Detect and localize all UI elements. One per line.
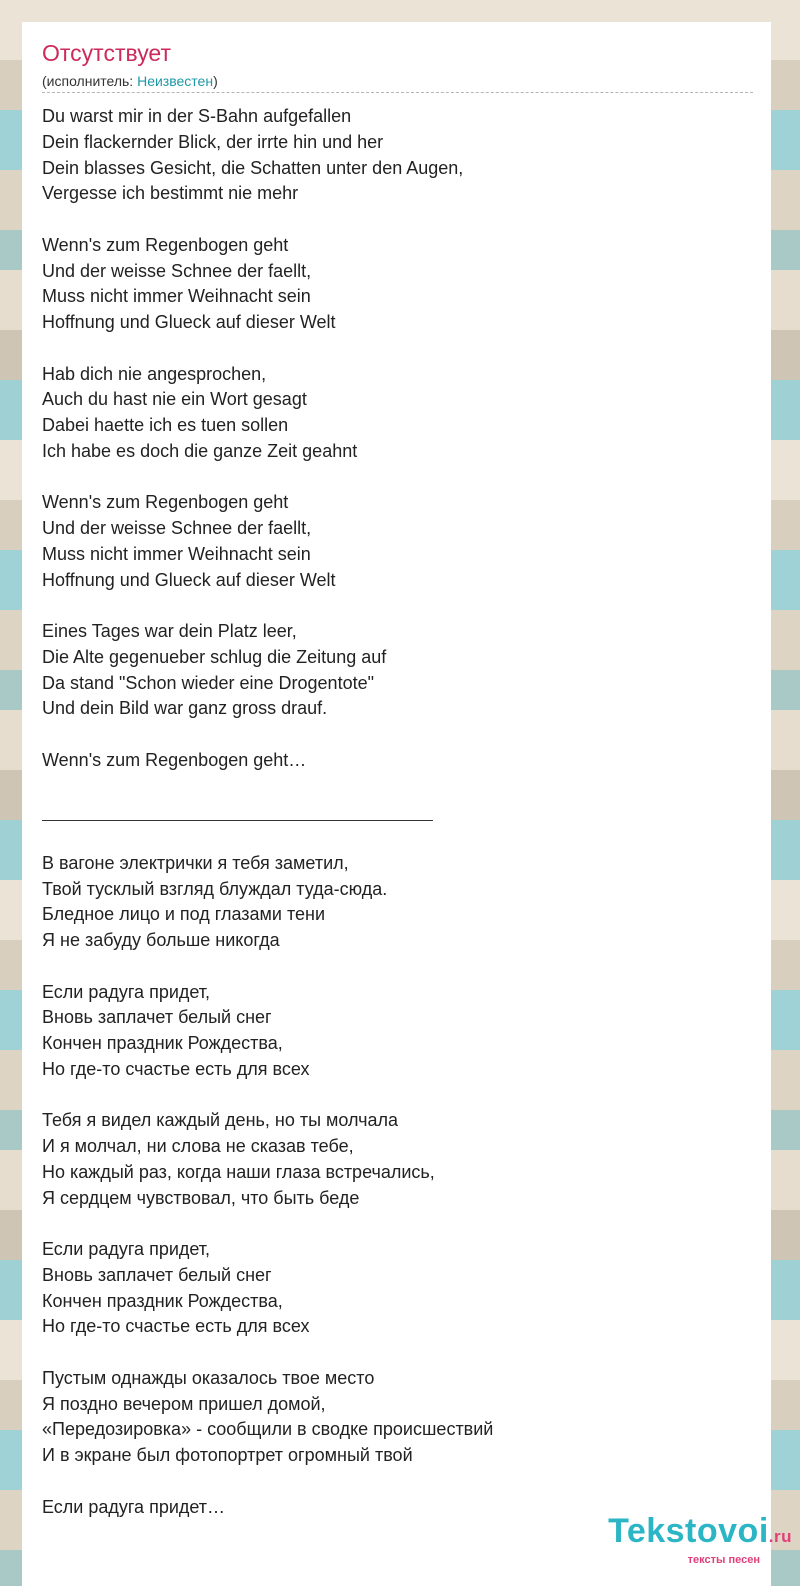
- stanza-gap: [42, 1469, 493, 1495]
- lyric-line: Я не забуду больше никогда: [42, 930, 280, 950]
- stanza-gap: [42, 774, 493, 800]
- lyric-line: Ich habe es doch die ganze Zeit geahnt: [42, 440, 358, 461]
- lyric-line: Du warst mir in der S-Bahn aufgefallen: [42, 106, 352, 126]
- lyric-line: Hoffnung und Glueck auf dieser Welt: [42, 312, 336, 332]
- stanza-gap: [42, 465, 493, 491]
- lyric-line: Если радуга придет,: [42, 981, 211, 1002]
- lyric-line: В вагоне электрички я тебя заметил,: [42, 852, 349, 873]
- stanza-gap: [42, 799, 493, 825]
- lyric-line: Тебя я видел каждый день, но ты молчала: [42, 1110, 399, 1131]
- lyric-line: И я молчал, ни слова не сказав тебе,: [42, 1136, 354, 1156]
- lyric-line: Бледное лицо и под глазами тени: [42, 904, 326, 925]
- lyric-line: Hab dich nie angesprochen,: [42, 363, 267, 384]
- lyric-line: Но где-то счастье есть для всех: [42, 1316, 310, 1337]
- performer-prefix: (исполнитель:: [42, 73, 138, 89]
- lyric-line: И в экране был фотопортрет огромный твой: [42, 1445, 413, 1465]
- performer-suffix: ): [213, 73, 218, 89]
- song-title: Отсутствует: [42, 40, 171, 66]
- lyrics-text: [42, 104, 493, 1520]
- lyric-line: Я сердцем чувствовал, что быть беде: [42, 1187, 360, 1208]
- lyric-line: Если радуга придет…: [42, 1496, 226, 1517]
- lyric-line: Пустым однажды оказалось твое место: [42, 1367, 375, 1388]
- logo-wordmark: [608, 1514, 792, 1554]
- stanza-gap: [42, 1340, 493, 1366]
- lyric-line: Und der weisse Schnee der faellt,: [42, 518, 312, 538]
- translation-divider: [42, 820, 433, 821]
- lyrics-page: [22, 22, 771, 1586]
- lyric-line: Muss nicht immer Weihnacht sein: [42, 543, 311, 564]
- lyric-line: Muss nicht immer Weihnacht sein: [42, 286, 311, 307]
- performer-line: [42, 73, 218, 89]
- lyric-line: Кончен праздник Рождества,: [42, 1033, 283, 1053]
- lyric-line: Кончен праздник Рождества,: [42, 1290, 283, 1311]
- lyric-line: Dabei haette ich es tuen sollen: [42, 415, 289, 435]
- lyric-line: Но где-то счастье есть для всех: [42, 1058, 310, 1079]
- stanza-gap: [42, 593, 493, 619]
- lyric-line: Auch du hast nie ein Wort gesagt: [42, 389, 307, 410]
- lyric-line: «Передозировка» - сообщили в сводке происшествий: [42, 1419, 494, 1440]
- lyric-line: Я поздно вечером пришел домой,: [42, 1393, 326, 1414]
- lyric-line: Die Alte gegenueber schlug die Zeitung auf: [42, 646, 387, 667]
- stanza-gap: [42, 825, 493, 851]
- lyric-line: Da stand "Schon wieder eine Drogentote": [42, 672, 374, 693]
- logo-name: Tekstovoi: [608, 1512, 769, 1550]
- lyric-line: Und dein Bild war ganz gross drauf.: [42, 698, 328, 719]
- lyric-line: Wenn's zum Regenbogen geht: [42, 234, 289, 255]
- performer-link[interactable]: Неизвестен: [137, 73, 214, 89]
- title-divider: [42, 92, 753, 93]
- lyric-line: Dein blasses Gesicht, die Schatten unter den Augen,: [42, 157, 464, 178]
- lyric-line: Но каждый раз, когда наши глаза встречались,: [42, 1161, 435, 1182]
- lyric-line: Wenn's zum Regenbogen geht: [42, 492, 289, 513]
- stanza-gap: [42, 1211, 493, 1237]
- lyric-line: Вновь заплачет белый снег: [42, 1007, 272, 1028]
- lyric-line: Вновь заплачет белый снег: [42, 1264, 272, 1285]
- lyric-line: Твой тусклый взгляд блуждал туда-сюда.: [42, 878, 388, 899]
- stanza-gap: [42, 954, 493, 980]
- lyric-line: Если радуга придет,: [42, 1239, 211, 1259]
- stanza-gap: [42, 722, 493, 748]
- lyric-line: Vergesse ich bestimmt nie mehr: [42, 183, 299, 204]
- stanza-gap: [42, 207, 493, 233]
- lyric-line: Dein flackernder Blick, der irrte hin und her: [42, 131, 384, 152]
- lyric-line: Eines Tages war dein Platz leer,: [42, 621, 297, 641]
- stanza-gap: [42, 336, 493, 362]
- logo-tld: .ru: [768, 1527, 792, 1546]
- lyric-line: Hoffnung und Glueck auf dieser Welt: [42, 569, 336, 590]
- lyric-line: Wenn's zum Regenbogen geht…: [42, 749, 307, 770]
- site-logo[interactable]: [608, 1514, 792, 1566]
- lyric-line: Und der weisse Schnee der faellt,: [42, 260, 312, 281]
- stanza-gap: [42, 1083, 493, 1109]
- logo-tagline: тексты песен: [687, 1554, 760, 1566]
